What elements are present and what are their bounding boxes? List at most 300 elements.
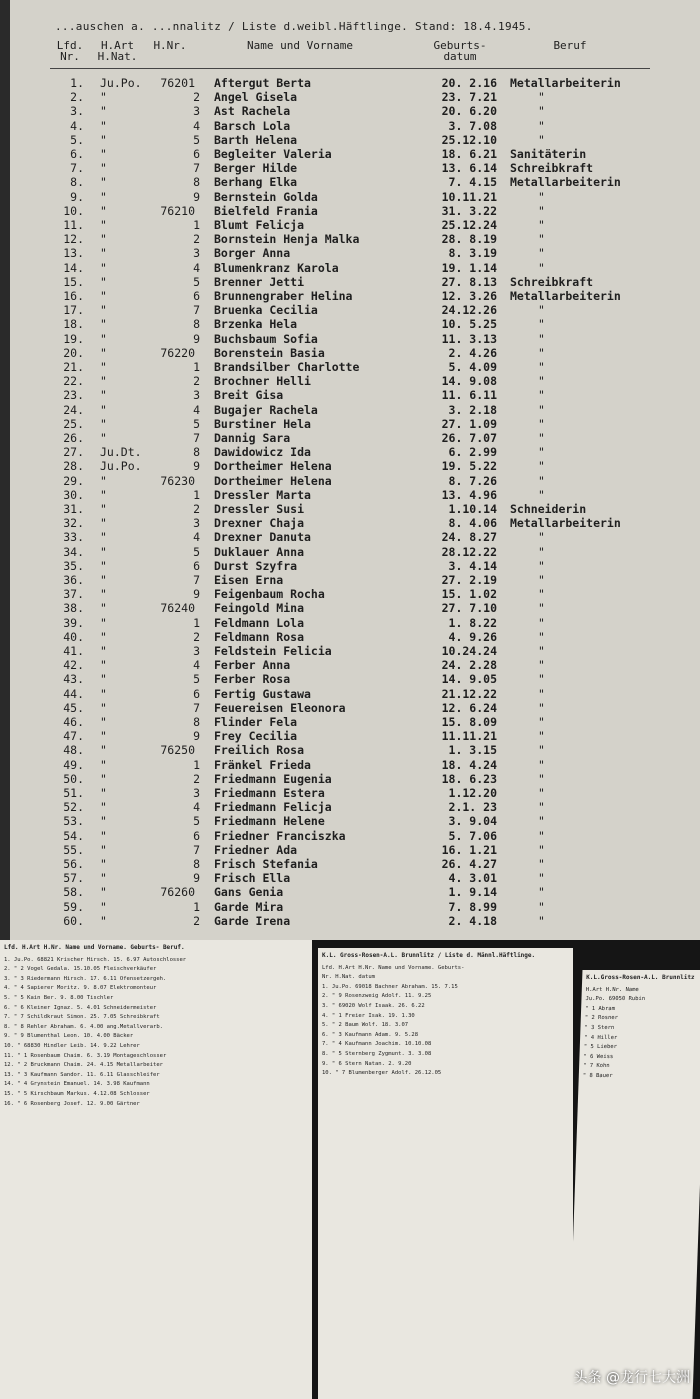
- row-number: 34.: [63, 544, 84, 559]
- row-number: 23.: [63, 388, 84, 403]
- row-category: ": [100, 913, 107, 928]
- row-name: Friedner Ada: [214, 842, 298, 857]
- row-birthdate: 31. 3.22: [441, 203, 497, 218]
- row-category: ": [100, 885, 107, 900]
- row-name: Brochner Helli: [214, 374, 311, 389]
- row-birthdate: 27. 8.13: [441, 274, 497, 289]
- row-category: ": [100, 672, 107, 687]
- row-prisoner-number: 9: [193, 871, 200, 886]
- list-line: 12. " 2 Bruckmann Chaim. 24. 4.15 Metallarbeiter: [4, 1062, 163, 1069]
- row-birthdate: 10. 5.25: [441, 317, 497, 332]
- row-birthdate: 15. 8.09: [441, 715, 497, 729]
- row-birthdate: 7. 8.99: [448, 899, 497, 914]
- row-prisoner-number: 3: [193, 516, 200, 531]
- prisoner-row: [0, 459, 700, 473]
- row-birthdate: 14. 9.05: [441, 672, 497, 687]
- row-birthdate: 20. 6.20: [441, 104, 497, 119]
- row-occupation: ": [538, 189, 545, 204]
- row-occupation: ": [538, 871, 545, 886]
- page-header: Lfd. H.Art H.Nr. Name und Vorname. Geburts- Beruf.: [4, 944, 185, 951]
- row-prisoner-number: 76260: [160, 885, 195, 900]
- row-occupation: ": [538, 913, 545, 928]
- row-number: 55.: [63, 842, 84, 857]
- prisoner-row: [0, 261, 700, 275]
- row-birthdate: 11. 6.11: [441, 388, 497, 403]
- row-category: ": [100, 587, 107, 602]
- row-birthdate: 5. 4.09: [448, 360, 497, 374]
- row-birthdate: 8. 3.19: [448, 246, 497, 261]
- row-prisoner-number: 5: [193, 416, 200, 431]
- row-category: ": [100, 218, 107, 232]
- row-category: ": [100, 104, 107, 119]
- list-line: " 1 Abram: [585, 1005, 616, 1012]
- row-category: ": [100, 871, 107, 886]
- row-category: ": [100, 345, 107, 360]
- row-name: Brzenka Hela: [214, 317, 298, 332]
- row-occupation: ": [538, 771, 545, 786]
- row-category: ": [100, 743, 107, 758]
- row-birthdate: 27. 7.10: [441, 601, 497, 616]
- row-occupation: ": [538, 800, 545, 815]
- list-line: H.Art H.Nr. Name: [585, 986, 639, 993]
- row-number: 24.: [63, 402, 84, 417]
- list-line: 9. " 6 Stern Natan. 2. 9.20: [322, 1060, 412, 1067]
- row-prisoner-number: 3: [193, 786, 200, 800]
- list-line: Ju.Po. 69050 Rubin: [585, 996, 646, 1003]
- prisoner-row: [0, 786, 700, 800]
- prisoner-row: [0, 445, 700, 459]
- row-birthdate: 3. 9.04: [448, 814, 497, 829]
- row-number: 27.: [63, 445, 84, 460]
- row-birthdate: 13. 4.96: [441, 487, 497, 502]
- row-occupation: ": [538, 700, 545, 715]
- row-name: Drexner Chaja: [214, 516, 305, 531]
- prisoner-row: [0, 559, 700, 573]
- row-prisoner-number: 1: [193, 487, 200, 502]
- row-name: Friedner Franciszka: [214, 828, 346, 843]
- row-prisoner-number: 76240: [160, 601, 195, 616]
- prisoner-row: [0, 119, 700, 133]
- row-category: ": [100, 232, 107, 247]
- row-prisoner-number: 2: [193, 90, 200, 105]
- row-prisoner-number: 4: [193, 260, 200, 275]
- row-birthdate: 24.12.26: [441, 303, 497, 318]
- row-number: 8.: [70, 175, 84, 190]
- row-occupation: ": [538, 317, 545, 332]
- row-birthdate: 24. 2.28: [441, 658, 497, 673]
- row-number: 14.: [63, 260, 84, 275]
- row-category: ": [100, 473, 107, 488]
- row-prisoner-number: 9: [193, 189, 200, 204]
- row-birthdate: 26. 4.27: [441, 857, 497, 871]
- prisoner-row: [0, 232, 700, 246]
- row-occupation: ": [538, 388, 545, 403]
- row-occupation: Schneiderin: [510, 502, 587, 516]
- list-line: 4. " 4 Sapierer Moritz. 9. 8.07 Elektromonteur: [4, 985, 157, 992]
- row-birthdate: 18. 4.24: [441, 757, 497, 772]
- row-prisoner-number: 5: [193, 814, 200, 829]
- row-category: ": [100, 857, 107, 871]
- row-name: Bernstein Golda: [214, 189, 318, 204]
- row-occupation: ": [538, 686, 545, 701]
- row-birthdate: 25.12.10: [441, 132, 497, 147]
- row-birthdate: 4. 9.26: [448, 629, 497, 644]
- row-name: Angel Gisela: [214, 90, 298, 105]
- row-category: Ju.Po.: [100, 76, 142, 90]
- row-birthdate: 15. 1.02: [441, 587, 497, 602]
- row-birthdate: 3. 7.08: [448, 118, 497, 133]
- row-number: 2.: [70, 90, 84, 105]
- prisoner-row: [0, 545, 700, 559]
- row-birthdate: 5. 7.06: [448, 828, 497, 843]
- row-number: 54.: [63, 828, 84, 843]
- row-name: Drexner Danuta: [214, 530, 311, 545]
- row-occupation: ": [538, 558, 545, 573]
- row-occupation: ": [538, 729, 545, 744]
- row-occupation: ": [538, 203, 545, 218]
- prisoner-row: [0, 587, 700, 601]
- row-category: ": [100, 558, 107, 573]
- list-line: Nr. H.Nat. datum: [322, 974, 375, 981]
- row-occupation: Schreibkraft: [510, 274, 594, 289]
- row-prisoner-number: 3: [193, 388, 200, 403]
- prisoner-row: [0, 729, 700, 743]
- row-name: Borenstein Basia: [214, 345, 325, 360]
- row-number: 35.: [63, 558, 84, 573]
- row-occupation: ": [538, 402, 545, 417]
- row-prisoner-number: 6: [193, 828, 200, 843]
- row-prisoner-number: 6: [193, 558, 200, 573]
- prisoner-row: [0, 871, 700, 885]
- row-category: ": [100, 516, 107, 531]
- row-name: Bornstein Henja Malka: [214, 232, 360, 247]
- prisoner-row: [0, 672, 700, 686]
- list-line: 14. " 4 Grynstein Emanuel. 14. 3.98 Kaufmann: [4, 1081, 150, 1088]
- row-number: 29.: [63, 473, 84, 488]
- list-line: 13. " 3 Kaufmann Sandor. 11. 6.11 Glasschleifer: [4, 1071, 160, 1078]
- list-line: 4. " 1 Freier Isak. 19. 1.30: [322, 1012, 415, 1019]
- row-number: 52.: [63, 800, 84, 815]
- row-number: 3.: [70, 104, 84, 119]
- row-prisoner-number: 8: [193, 445, 200, 460]
- row-number: 7.: [70, 161, 84, 176]
- row-category: ": [100, 573, 107, 587]
- row-birthdate: 1.10.14: [448, 502, 497, 516]
- row-occupation: ": [538, 416, 545, 431]
- list-line: 5. " 5 Kain Ber. 9. 8.00 Tischler: [4, 994, 114, 1001]
- row-category: ": [100, 303, 107, 318]
- row-name: Dressler Susi: [214, 502, 305, 516]
- row-name: Gans Genia: [214, 885, 284, 900]
- row-occupation: ": [538, 246, 545, 261]
- prisoner-row: [0, 246, 700, 260]
- row-number: 53.: [63, 814, 84, 829]
- row-occupation: ": [538, 260, 545, 275]
- prisoner-row: [0, 474, 700, 488]
- prisoner-row: [0, 516, 700, 530]
- row-birthdate: 12. 6.24: [441, 700, 497, 715]
- row-prisoner-number: 1: [193, 757, 200, 772]
- row-number: 56.: [63, 857, 84, 871]
- page-lines: [0, 956, 312, 1110]
- row-birthdate: 1. 9.14: [448, 885, 497, 900]
- prisoner-row: [0, 104, 700, 118]
- row-birthdate: 13. 6.14: [441, 161, 497, 176]
- prisoner-row: [0, 346, 700, 360]
- row-occupation: ": [538, 104, 545, 119]
- row-prisoner-number: 4: [193, 800, 200, 815]
- row-number: 37.: [63, 587, 84, 602]
- row-category: ": [100, 289, 107, 303]
- row-prisoner-number: 4: [193, 658, 200, 673]
- col-header-name: Name und Vorname: [247, 39, 353, 52]
- row-occupation: ": [538, 360, 545, 374]
- page-header: K.L. Gross-Rosen-A.L. Brunnlitz / Liste d. Männl.Häftlinge.: [322, 952, 536, 959]
- row-number: 6.: [70, 147, 84, 161]
- list-line: " 7 Kohn: [583, 1063, 610, 1070]
- row-category: ": [100, 360, 107, 374]
- row-category: ": [100, 828, 107, 843]
- row-birthdate: 2.1. 23: [448, 800, 497, 815]
- prisoner-row: [0, 218, 700, 232]
- row-prisoner-number: 8: [193, 857, 200, 871]
- row-name: Frisch Stefania: [214, 857, 318, 871]
- row-birthdate: 10.24.24: [441, 644, 497, 658]
- row-name: Friedmann Estera: [214, 786, 325, 800]
- row-prisoner-number: 6: [193, 289, 200, 303]
- list-line: 9. " 9 Blumenthal Leon. 10. 4.00 Bäcker: [4, 1033, 134, 1040]
- row-occupation: ": [538, 374, 545, 389]
- row-prisoner-number: 1: [193, 218, 200, 232]
- row-category: ": [100, 118, 107, 133]
- row-number: 32.: [63, 516, 84, 531]
- row-birthdate: 10.11.21: [441, 189, 497, 204]
- row-category: ": [100, 729, 107, 744]
- row-name: Dortheimer Helena: [214, 459, 332, 474]
- row-name: Dannig Sara: [214, 431, 291, 445]
- row-category: ": [100, 544, 107, 559]
- row-name: Feuereisen Eleonora: [214, 700, 346, 715]
- row-birthdate: 7. 4.15: [448, 175, 497, 190]
- row-number: 31.: [63, 502, 84, 516]
- row-birthdate: 6. 2.99: [448, 445, 497, 460]
- row-birthdate: 16. 1.21: [441, 842, 497, 857]
- row-prisoner-number: 9: [193, 331, 200, 346]
- row-name: Barsch Lola: [214, 118, 291, 133]
- row-birthdate: 14. 9.08: [441, 374, 497, 389]
- page-lines: [579, 986, 700, 1082]
- row-prisoner-number: 5: [193, 274, 200, 289]
- row-prisoner-number: 9: [193, 587, 200, 602]
- row-name: Brenner Jetti: [214, 274, 305, 289]
- row-occupation: ": [538, 459, 545, 474]
- row-name: Friedmann Felicja: [214, 800, 332, 815]
- row-occupation: ": [538, 530, 545, 545]
- row-name: Breit Gisa: [214, 388, 284, 403]
- row-category: ": [100, 530, 107, 545]
- row-name: Ferber Anna: [214, 658, 291, 673]
- row-birthdate: 23. 7.21: [441, 90, 497, 105]
- row-occupation: ": [538, 672, 545, 687]
- row-occupation: ": [538, 899, 545, 914]
- row-name: Fränkel Frieda: [214, 757, 311, 772]
- prisoner-row: [0, 417, 700, 431]
- row-name: Freilich Rosa: [214, 743, 305, 758]
- row-category: ": [100, 203, 107, 218]
- row-category: ": [100, 757, 107, 772]
- row-number: 18.: [63, 317, 84, 332]
- row-name: Begleiter Valeria: [214, 147, 332, 161]
- row-number: 38.: [63, 601, 84, 616]
- row-name: Bugajer Rachela: [214, 402, 318, 417]
- prisoner-row: [0, 275, 700, 289]
- row-number: 28.: [63, 459, 84, 474]
- row-prisoner-number: 7: [193, 573, 200, 587]
- prisoner-row: [0, 829, 700, 843]
- row-name: Frey Cecilia: [214, 729, 298, 744]
- row-name: Garde Mira: [214, 899, 284, 914]
- row-birthdate: 1. 8.22: [448, 615, 497, 630]
- row-name: Feldmann Rosa: [214, 629, 305, 644]
- row-number: 4.: [70, 118, 84, 133]
- row-prisoner-number: 7: [193, 303, 200, 318]
- row-name: Duklauer Anna: [214, 544, 305, 559]
- row-category: ": [100, 317, 107, 332]
- row-category: ": [100, 416, 107, 431]
- row-birthdate: 1. 3.15: [448, 743, 497, 758]
- list-line: 10. " 68830 Hindler Leib. 14. 9.22 Lehrer: [4, 1042, 140, 1049]
- prisoner-row: [0, 360, 700, 374]
- list-line: 8. " 5 Sternberg Zygmunt. 3. 3.08: [322, 1050, 432, 1057]
- row-number: 59.: [63, 899, 84, 914]
- col-header-art: H.Art H.Nat.: [97, 39, 138, 63]
- row-number: 41.: [63, 644, 84, 658]
- row-number: 19.: [63, 331, 84, 346]
- row-category: ": [100, 700, 107, 715]
- row-prisoner-number: 76201: [160, 76, 195, 90]
- list-line: 1. Ju.Po. 69018 Bachner Abraham. 15. 7.15: [322, 983, 458, 990]
- row-occupation: ": [538, 885, 545, 900]
- photo-collage: [0, 940, 700, 1399]
- prisoner-row: [0, 573, 700, 587]
- row-birthdate: 12. 3.26: [441, 289, 497, 303]
- row-occupation: ": [538, 842, 545, 857]
- row-birthdate: 11.11.21: [441, 729, 497, 744]
- row-number: 49.: [63, 757, 84, 772]
- row-name: Aftergut Berta: [214, 76, 311, 90]
- prisoner-row: [0, 161, 700, 175]
- row-birthdate: 8. 4.06: [448, 516, 497, 531]
- row-category: ": [100, 274, 107, 289]
- prisoner-row: [0, 900, 700, 914]
- row-prisoner-number: 9: [193, 729, 200, 744]
- prisoner-row: [0, 317, 700, 331]
- row-occupation: Schreibkraft: [510, 161, 594, 176]
- prisoner-row: [0, 616, 700, 630]
- row-occupation: ": [538, 345, 545, 360]
- row-occupation: ": [538, 629, 545, 644]
- row-birthdate: 2. 4.26: [448, 345, 497, 360]
- row-category: ": [100, 502, 107, 516]
- row-birthdate: 3. 4.14: [448, 558, 497, 573]
- row-name: Friedmann Eugenia: [214, 771, 332, 786]
- row-number: 26.: [63, 431, 84, 445]
- row-prisoner-number: 76210: [160, 203, 195, 218]
- row-name: Borger Anna: [214, 246, 291, 261]
- row-category: ": [100, 842, 107, 857]
- row-number: 40.: [63, 629, 84, 644]
- row-number: 9.: [70, 189, 84, 204]
- row-category: ": [100, 132, 107, 147]
- row-occupation: Metallarbeiterin: [510, 76, 621, 90]
- row-birthdate: 11. 3.13: [441, 331, 497, 346]
- row-birthdate: 4. 3.01: [448, 871, 497, 886]
- row-number: 57.: [63, 871, 84, 886]
- row-name: Bielfeld Frania: [214, 203, 318, 218]
- list-line: 3. " 3 Riedermann Hirsch. 17. 6.11 Ofensetzergeh.: [4, 975, 167, 982]
- row-occupation: ": [538, 431, 545, 445]
- prisoner-row: [0, 772, 700, 786]
- prisoner-row: [0, 743, 700, 757]
- row-occupation: Metallarbeiterin: [510, 516, 621, 531]
- row-prisoner-number: 1: [193, 360, 200, 374]
- page-lines: [318, 964, 573, 1079]
- row-occupation: ": [538, 218, 545, 232]
- row-occupation: Sanitäterin: [510, 147, 587, 161]
- prisoner-row: [0, 147, 700, 161]
- list-line: 10. " 7 Blumenberger Adolf. 26.12.05: [322, 1070, 442, 1077]
- row-prisoner-number: 2: [193, 502, 200, 516]
- row-number: 15.: [63, 274, 84, 289]
- row-number: 58.: [63, 885, 84, 900]
- row-birthdate: 21.12.22: [441, 686, 497, 701]
- row-occupation: ": [538, 658, 545, 673]
- list-line: 7. " 7 Schildkraut Simon. 25. 7.05 Schreibkraft: [4, 1014, 160, 1021]
- row-occupation: ": [538, 303, 545, 318]
- row-number: 45.: [63, 700, 84, 715]
- row-name: Berger Hilde: [214, 161, 298, 176]
- row-category: ": [100, 260, 107, 275]
- row-prisoner-number: 6: [193, 686, 200, 701]
- prisoner-row: [0, 204, 700, 218]
- list-line: 2. " 2 Vogel Gedala. 15.10.05 Fleischverkäufer: [4, 966, 157, 973]
- prisoner-row: [0, 388, 700, 402]
- row-birthdate: 28. 8.19: [441, 232, 497, 247]
- row-name: Frisch Ella: [214, 871, 291, 886]
- row-category: ": [100, 90, 107, 105]
- list-line: 3. " 69020 Wolf Isaak. 26. 6.22: [322, 1002, 425, 1009]
- row-category: ": [100, 786, 107, 800]
- row-number: 43.: [63, 672, 84, 687]
- row-prisoner-number: 5: [193, 672, 200, 687]
- prisoner-row: [0, 374, 700, 388]
- row-category: ": [100, 431, 107, 445]
- row-occupation: ": [538, 90, 545, 105]
- row-occupation: ": [538, 331, 545, 346]
- row-name: Dortheimer Helena: [214, 473, 332, 488]
- row-category: ": [100, 615, 107, 630]
- list-line: 15. " 5 Kirschbaum Markus. 4.12.08 Schlosser: [4, 1090, 150, 1097]
- prisoner-row: [0, 758, 700, 772]
- row-number: 25.: [63, 416, 84, 431]
- watermark: 头条 @龙行七大洲: [573, 1370, 690, 1386]
- row-occupation: Metallarbeiterin: [510, 289, 621, 303]
- row-number: 39.: [63, 615, 84, 630]
- row-number: 51.: [63, 786, 84, 800]
- row-prisoner-number: 7: [193, 842, 200, 857]
- prisoner-row: [0, 601, 700, 615]
- row-name: Eisen Erna: [214, 573, 284, 587]
